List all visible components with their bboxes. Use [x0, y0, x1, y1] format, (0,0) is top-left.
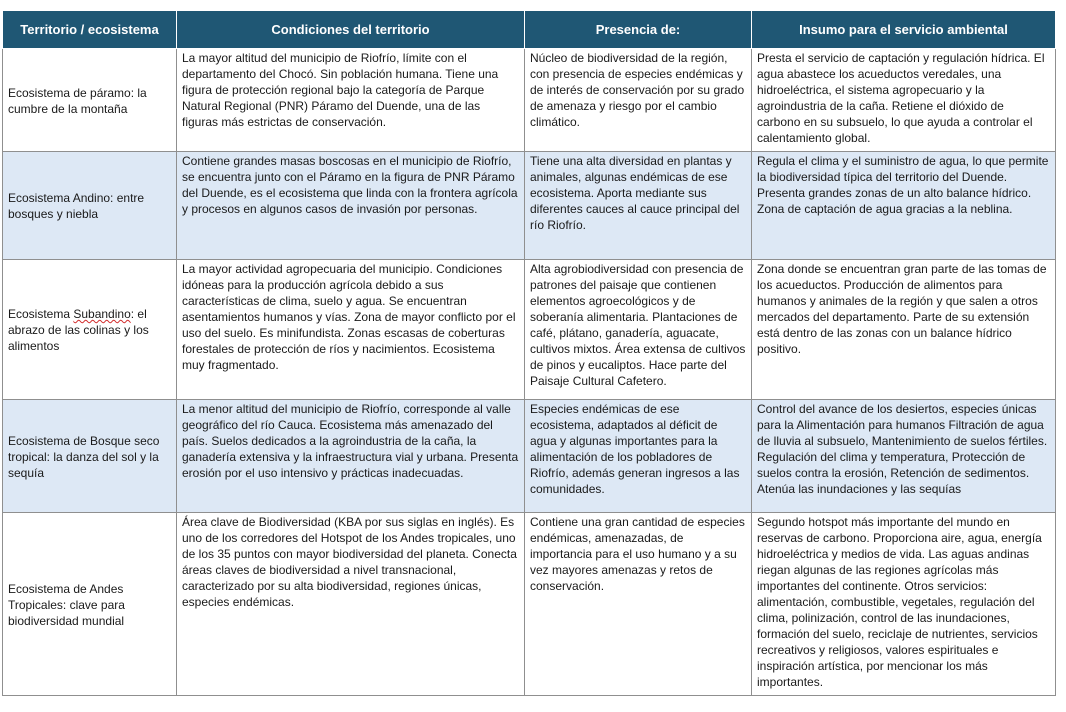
- header-territorio: Territorio / ecosistema: [3, 11, 177, 49]
- territorio-text-end: : el abrazo de las colinas y los alimentos: [8, 307, 149, 353]
- spellcheck-word: Subandino: [73, 307, 131, 321]
- table-row: [3, 260, 1056, 400]
- territorio-cell: Ecosistema Andino: entre bosques y niebla: [3, 152, 177, 260]
- condiciones-cell: La mayor actividad agropecuaria del municipio. Condiciones idóneas para la producción agrícola debido a sus características de clima, suelo y agua. Se encuentran asentamientos humanos y vías. Zona de mayor conflicto por el uso del suelo. Es minifundista. Zonas escasas de coberturas forestales de protección de ríos y nacimientos. Ecosistema muy fragmentado.: [177, 260, 525, 400]
- condiciones-cell: La menor altitud del municipio de Riofrío, corresponde al valle geográfico del río Cauca. Ecosistema más amenazado del país. Suelos dedicados a la agroindustria de la caña, la ganadería extensiva y la infraestructura vial y urbana. Presenta erosión por el uso intensivo y prácticas inadecuadas.: [177, 400, 525, 513]
- territorio-cell: Ecosistema de Bosque seco tropical: la danza del sol y la sequía: [3, 400, 177, 513]
- header-condiciones: Condiciones del territorio: [177, 11, 525, 49]
- insumo-cell: Segundo hotspot más importante del mundo en reservas de carbono. Proporciona aire, agua, energía hidroeléctrica y medios de vida. Las aguas andinas riegan algunas de las regiones agrícolas más importantes del continente. Otros servicios: alimentación, combustible, vegetales, regulación del clima, polinización, control de las inundaciones, formación del suelo, reciclaje de nutrientes, servicios recreativos y religiosos, valores espirituales e inspiración artística, por mencionar los más importantes.: [752, 513, 1056, 696]
- table-row: [3, 513, 1056, 696]
- territorio-cell: Ecosistema de páramo: la cumbre de la montaña: [3, 49, 177, 152]
- insumo-cell: Regula el clima y el suministro de agua, lo que permite la biodiversidad típica del territorio del Duende. Presenta grandes zonas de un alto balance hídrico. Zona de captación de agua gracias a la neblina.: [752, 152, 1056, 260]
- insumo-cell: Presta el servicio de captación y regulación hídrica. El agua abastece los acueductos veredales, una hidroeléctrica, el sistema agropecuario y la agroindustria de la caña. Retiene el dióxido de carbono en su subsuelo, lo que ayuda a controlar el calentamiento global.: [752, 49, 1056, 152]
- presencia-cell: Especies endémicas de ese ecosistema, adaptados al déficit de agua y algunas importantes para la alimentación de los pobladores de Riofrío, además generan ingresos a las comunidades.: [525, 400, 752, 513]
- insumo-cell: Zona donde se encuentran gran parte de las tomas de los acueductos. Producción de alimentos para humanos y animales de la región y que salen a otros mercados del departamento. Parte de su extensión está dentro de las zonas con un balance hídrico positivo.: [752, 260, 1056, 400]
- header-row: [3, 11, 1056, 49]
- table-row: [3, 400, 1056, 513]
- presencia-cell: Tiene una alta diversidad en plantas y animales, algunas endémicas de ese ecosistema. Aporta mediante sus diferentes cauces al cauce principal del río Riofrío.: [525, 152, 752, 260]
- territorio-cell: Ecosistema de Andes Tropicales: clave para biodiversidad mundial: [3, 513, 177, 696]
- condiciones-cell: La mayor altitud del municipio de Riofrío, límite con el departamento del Chocó. Sin población humana. Tiene una figura de protección regional bajo la categoría de Parque Natural Regional (PNR) Páramo del Duende, una de las figuras más estrictas de conservación.: [177, 49, 525, 152]
- territorio-text-start: Ecosistema: [8, 307, 74, 321]
- header-presencia: Presencia de:: [525, 11, 752, 49]
- presencia-cell: Núcleo de biodiversidad de la región, con presencia de especies endémicas y de interés de conservación por su grado de amenaza y riesgo por el cambio climático.: [525, 49, 752, 152]
- presencia-cell: Contiene una gran cantidad de especies endémicas, amenazadas, de importancia para el uso humano y a su vez mayores amenazas y retos de conservación.: [525, 513, 752, 696]
- table-row: [3, 49, 1056, 152]
- condiciones-cell: Área clave de Biodiversidad (KBA por sus siglas en inglés). Es uno de los corredores del Hotspot de los Andes tropicales, uno de los 35 puntos con mayor biodiversidad del planeta. Conecta áreas claves de biodiversidad a nivel transnacional, caracterizado por su alta biodiversidad, regiones únicas, especies endémicas.: [177, 513, 525, 696]
- insumo-cell: Control del avance de los desiertos, especies únicas para la Alimentación para humanos Filtración de agua de lluvia al subsuelo, Mantenimiento de suelos fértiles. Regulación del clima y temperatura, Protección de suelos contra la erosión, Retención de sedimentos. Atenúa las inundaciones y las sequías: [752, 400, 1056, 513]
- ecosystem-table: [2, 10, 1056, 696]
- presencia-cell: Alta agrobiodiversidad con presencia de patrones del paisaje que contienen elementos agroecológicos y de soberanía alimentaria. Plantaciones de café, plátano, ganadería, aguacate, cultivos mixtos. Área extensa de cultivos de pinos y eucaliptos. Hace parte del Paisaje Cultural Cafetero.: [525, 260, 752, 400]
- condiciones-cell: Contiene grandes masas boscosas en el municipio de Riofrío, se encuentra junto con el Páramo en la figura de PNR Páramo del Duende, es el ecosistema que linda con la frontera agrícola y procesos en algunos casos de invasión por personas.: [177, 152, 525, 260]
- territorio-cell: [3, 260, 177, 400]
- table-row: [3, 152, 1056, 260]
- header-insumo: Insumo para el servicio ambiental: [752, 11, 1056, 49]
